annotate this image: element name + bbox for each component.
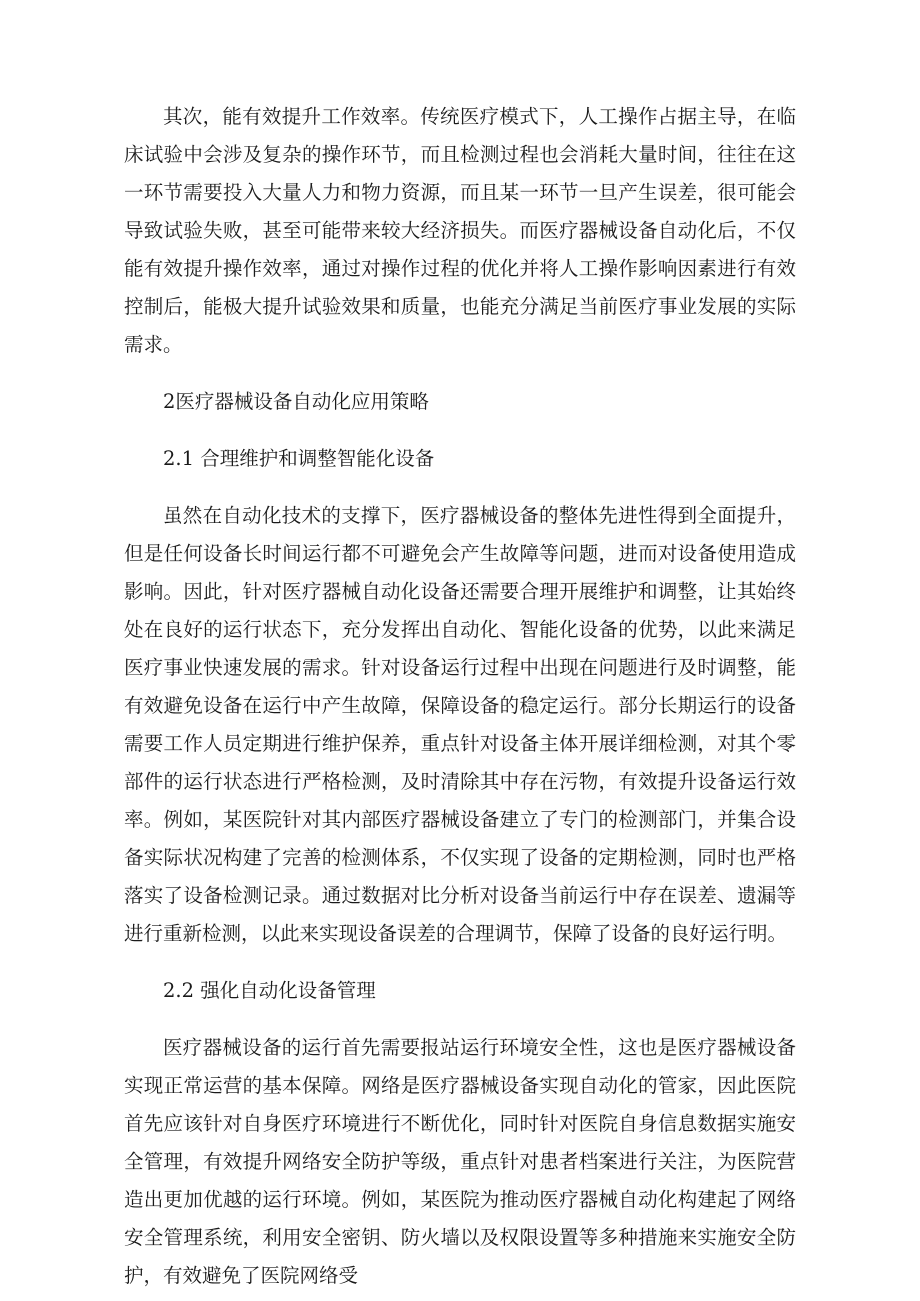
document-page <box>124 98 796 1295</box>
subsection-heading-2-1: 2.1 合理维护和调整智能化设备 <box>163 447 435 470</box>
paragraph-management: 医疗器械设备的运行首先需要报站运行环境安全性，这也是医疗器械设备实现正常运营的基本保障。网络是医疗器械设备实现自动化的管家，因此医院首先应该针对自身医疗环境进行不断优化，同时针对医院自身信息数据实施安全管理，有效提升网络安全防护等级，重点针对患者档案进行关注，为医院营造出更加优越的运行环境。例如，某医院为推动医疗器械自动化构建起了网络安全管理系统，利用安全密钥、防火墙以及权限设置等多种措施来实施安全防护，有效避免了医院网络受 <box>124 1036 796 1287</box>
paragraph-maintenance: 虽然在自动化技术的支撑下，医疗器械设备的整体先进性得到全面提升，但是任何设备长时间运行都不可避免会产生故障等问题，进而对设备使用造成影响。因此，针对医疗器械自动化设备还需要合理开展维护和调整，让其始终处在良好的运行状态下，充分发挥出自动化、智能化设备的优势，以此来满足医疗事业快速发展的需求。针对设备运行过程中出现在问题进行及时调整，能有效避免设备在运行中产生故障，保障设备的稳定运行。部分长期运行的设备需要工作人员定期进行维护保养，重点针对设备主体开展详细检测，对其个零部件的运行状态进行严格检测，及时清除其中存在污物，有效提升设备运行效率。例如，某医院针对其内部医疗器械设备建立了专门的检测部门，并集合设备实际状况构建了完善的检测体系，不仅实现了设备的定期检测，同时也严格落实了设备检测记录。通过数据对比分析对设备当前运行中存在误差、遗漏等进行重新检测，以此来实现设备误差的合理调节，保障了设备的良好运行明。 <box>124 504 796 945</box>
section-heading-2: 2医疗器械设备自动化应用策略 <box>163 390 429 413</box>
paragraph-efficiency: 其次，能有效提升工作效率。传统医疗模式下，人工操作占据主导，在临床试验中会涉及复杂的操作环节，而且检测过程也会消耗大量时间，往往在这一环节需要投入大量人力和物力资源，而且某一环节一旦产生误差，很可能会导致试验失败，甚至可能带来较大经济损失。而医疗器械设备自动化后，不仅能有效提升操作效率，通过对操作过程的优化并将人工操作影响因素进行有效控制后，能极大提升试验效果和质量，也能充分满足当前医疗事业发展的实际需求。 <box>124 105 796 356</box>
subsection-heading-2-2: 2.2 强化自动化设备管理 <box>163 979 376 1002</box>
